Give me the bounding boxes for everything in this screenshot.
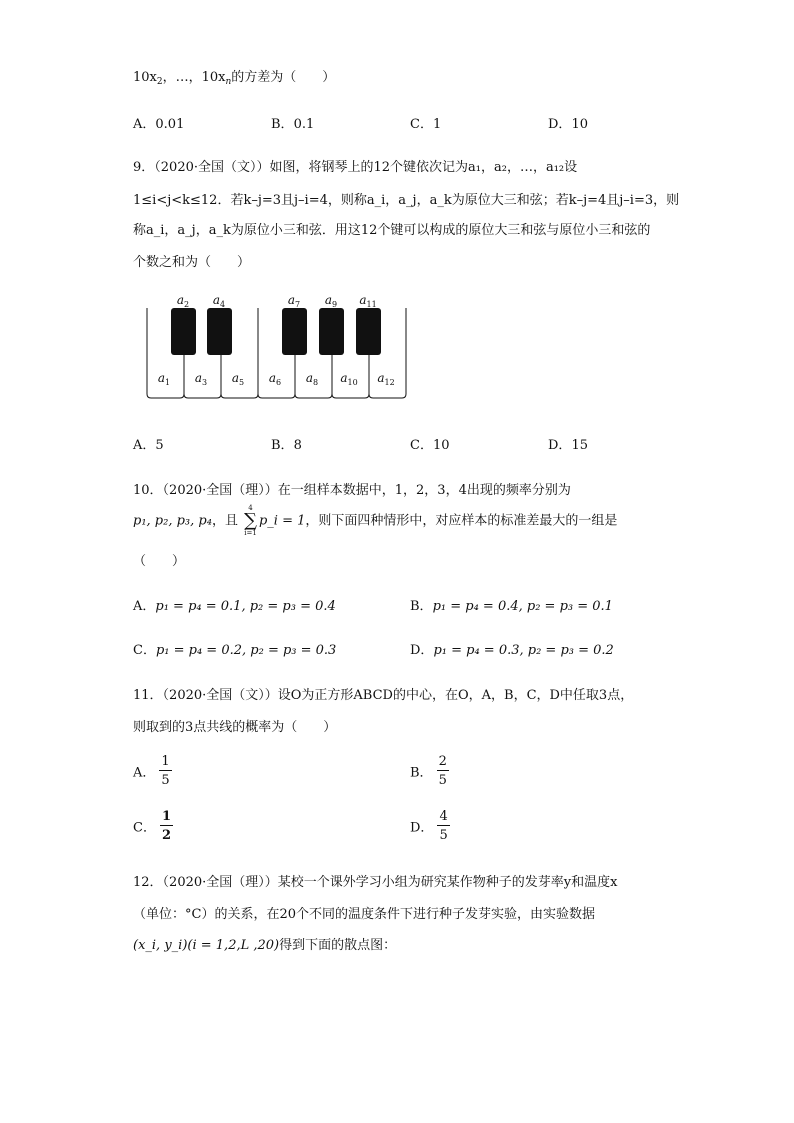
label-a3: $a_3$	[194, 371, 208, 387]
q9-option-d[interactable]: D．15	[548, 438, 588, 453]
label-a11: $a_{11}$	[359, 293, 377, 309]
q9-line-3: 称a_i，a_j，a_k为原位小三和弦．用这12个键可以构成的原位大三和弦与原位小三和弦的	[133, 223, 651, 238]
label-a4: $a_4$	[212, 293, 226, 309]
black-key-a9	[319, 308, 344, 355]
label-a1: $a_1$	[157, 371, 171, 387]
label-a2: $a_2$	[176, 293, 190, 309]
label-a6: $a_6$	[268, 371, 282, 387]
q11-line-2: 则取到的3点共线的概率为（ ）	[133, 720, 337, 735]
q9-line-1: 9．（2020·全国（文））如图，将钢琴上的12个键依次记为a₁，a₂，…，a₁₂设	[133, 160, 578, 175]
label-a8: $a_8$	[305, 371, 319, 387]
black-key-a11	[356, 308, 381, 355]
label-a9: $a_9$	[324, 293, 338, 309]
q10-option-b[interactable]: B．p₁ = p₄ = 0.4, p₂ = p₃ = 0.1	[410, 599, 613, 614]
q8-option-c[interactable]: C．1	[410, 117, 442, 132]
q12-line-2: （单位：°C）的关系，在20个不同的温度条件下进行种子发芽实验，由实验数据	[133, 907, 595, 922]
q10-line-3: （ ）	[133, 554, 186, 569]
fraction: $\frac{1}{5}$	[161, 754, 170, 788]
q11-option-c[interactable]: C． $\frac{1}{2}$	[133, 809, 171, 843]
fraction: $\frac{4}{5}$	[439, 809, 448, 843]
q12-line-1: 12．（2020·全国（理））某校一个课外学习小组为研究某作物种子的发芽率y和温度x	[133, 875, 618, 890]
summation-symbol: 4 ∑ i=1	[244, 504, 257, 537]
q11-option-a[interactable]: A． $\frac{1}{5}$	[133, 754, 170, 788]
black-key-a4	[207, 308, 232, 355]
q12-line-3: (x_i, y_i)(i = 1,2,L ,20)得到下面的散点图：	[133, 938, 397, 953]
q8-option-a[interactable]: A．0.01	[133, 117, 185, 132]
q8-option-b[interactable]: B．0.1	[271, 117, 315, 132]
q9-option-c[interactable]: C．10	[410, 438, 450, 453]
q10-option-c[interactable]: C．p₁ = p₄ = 0.2, p₂ = p₃ = 0.3	[133, 643, 337, 658]
q11-option-b[interactable]: B． $\frac{2}{5}$	[410, 754, 447, 788]
label-a5: $a_5$	[231, 371, 245, 387]
label-a12: $a_{12}$	[377, 371, 395, 387]
black-key-a7	[282, 308, 307, 355]
q11-option-d[interactable]: D． $\frac{4}{5}$	[410, 809, 448, 843]
piano-keyboard-figure	[142, 290, 412, 402]
q10-option-d[interactable]: D．p₁ = p₄ = 0.3, p₂ = p₃ = 0.2	[410, 643, 614, 658]
label-a7: $a_7$	[287, 293, 301, 309]
q9-option-b[interactable]: B．8	[271, 438, 302, 453]
q10-line-1: 10．（2020·全国（理））在一组样本数据中，1，2，3，4出现的频率分别为	[133, 483, 571, 498]
q10-option-a[interactable]: A．p₁ = p₄ = 0.1, p₂ = p₃ = 0.4	[133, 599, 336, 614]
q8-stem-line: $10x_2$，…，$10x_n$的方差为（ ）	[133, 70, 336, 87]
q9-line-4: 个数之和为（ ）	[133, 255, 251, 270]
fraction: $\frac{1}{2}$	[161, 809, 171, 843]
q11-line-1: 11．（2020·全国（文））设O为正方形ABCD的中心，在O，A，B，C，D中任取3点，	[133, 688, 634, 703]
black-key-a2	[171, 308, 196, 355]
q8-option-d[interactable]: D．10	[548, 117, 588, 132]
q9-option-a[interactable]: A．5	[133, 438, 164, 453]
fraction: $\frac{2}{5}$	[438, 754, 447, 788]
q9-line-2: 1≤i<j<k≤12．若k–j=3且j–i=4，则称a_i，a_j，a_k为原位大三和弦；若k–j=4且j–i=3，则	[133, 193, 680, 208]
label-a10: $a_{10}$	[340, 371, 358, 387]
q10-line-2: p₁, p₂, p₃, p₄，且 4 ∑ i=1 p_i = 1，则下面四种情形中，对应样本的标准差最大的一组是	[133, 504, 618, 537]
